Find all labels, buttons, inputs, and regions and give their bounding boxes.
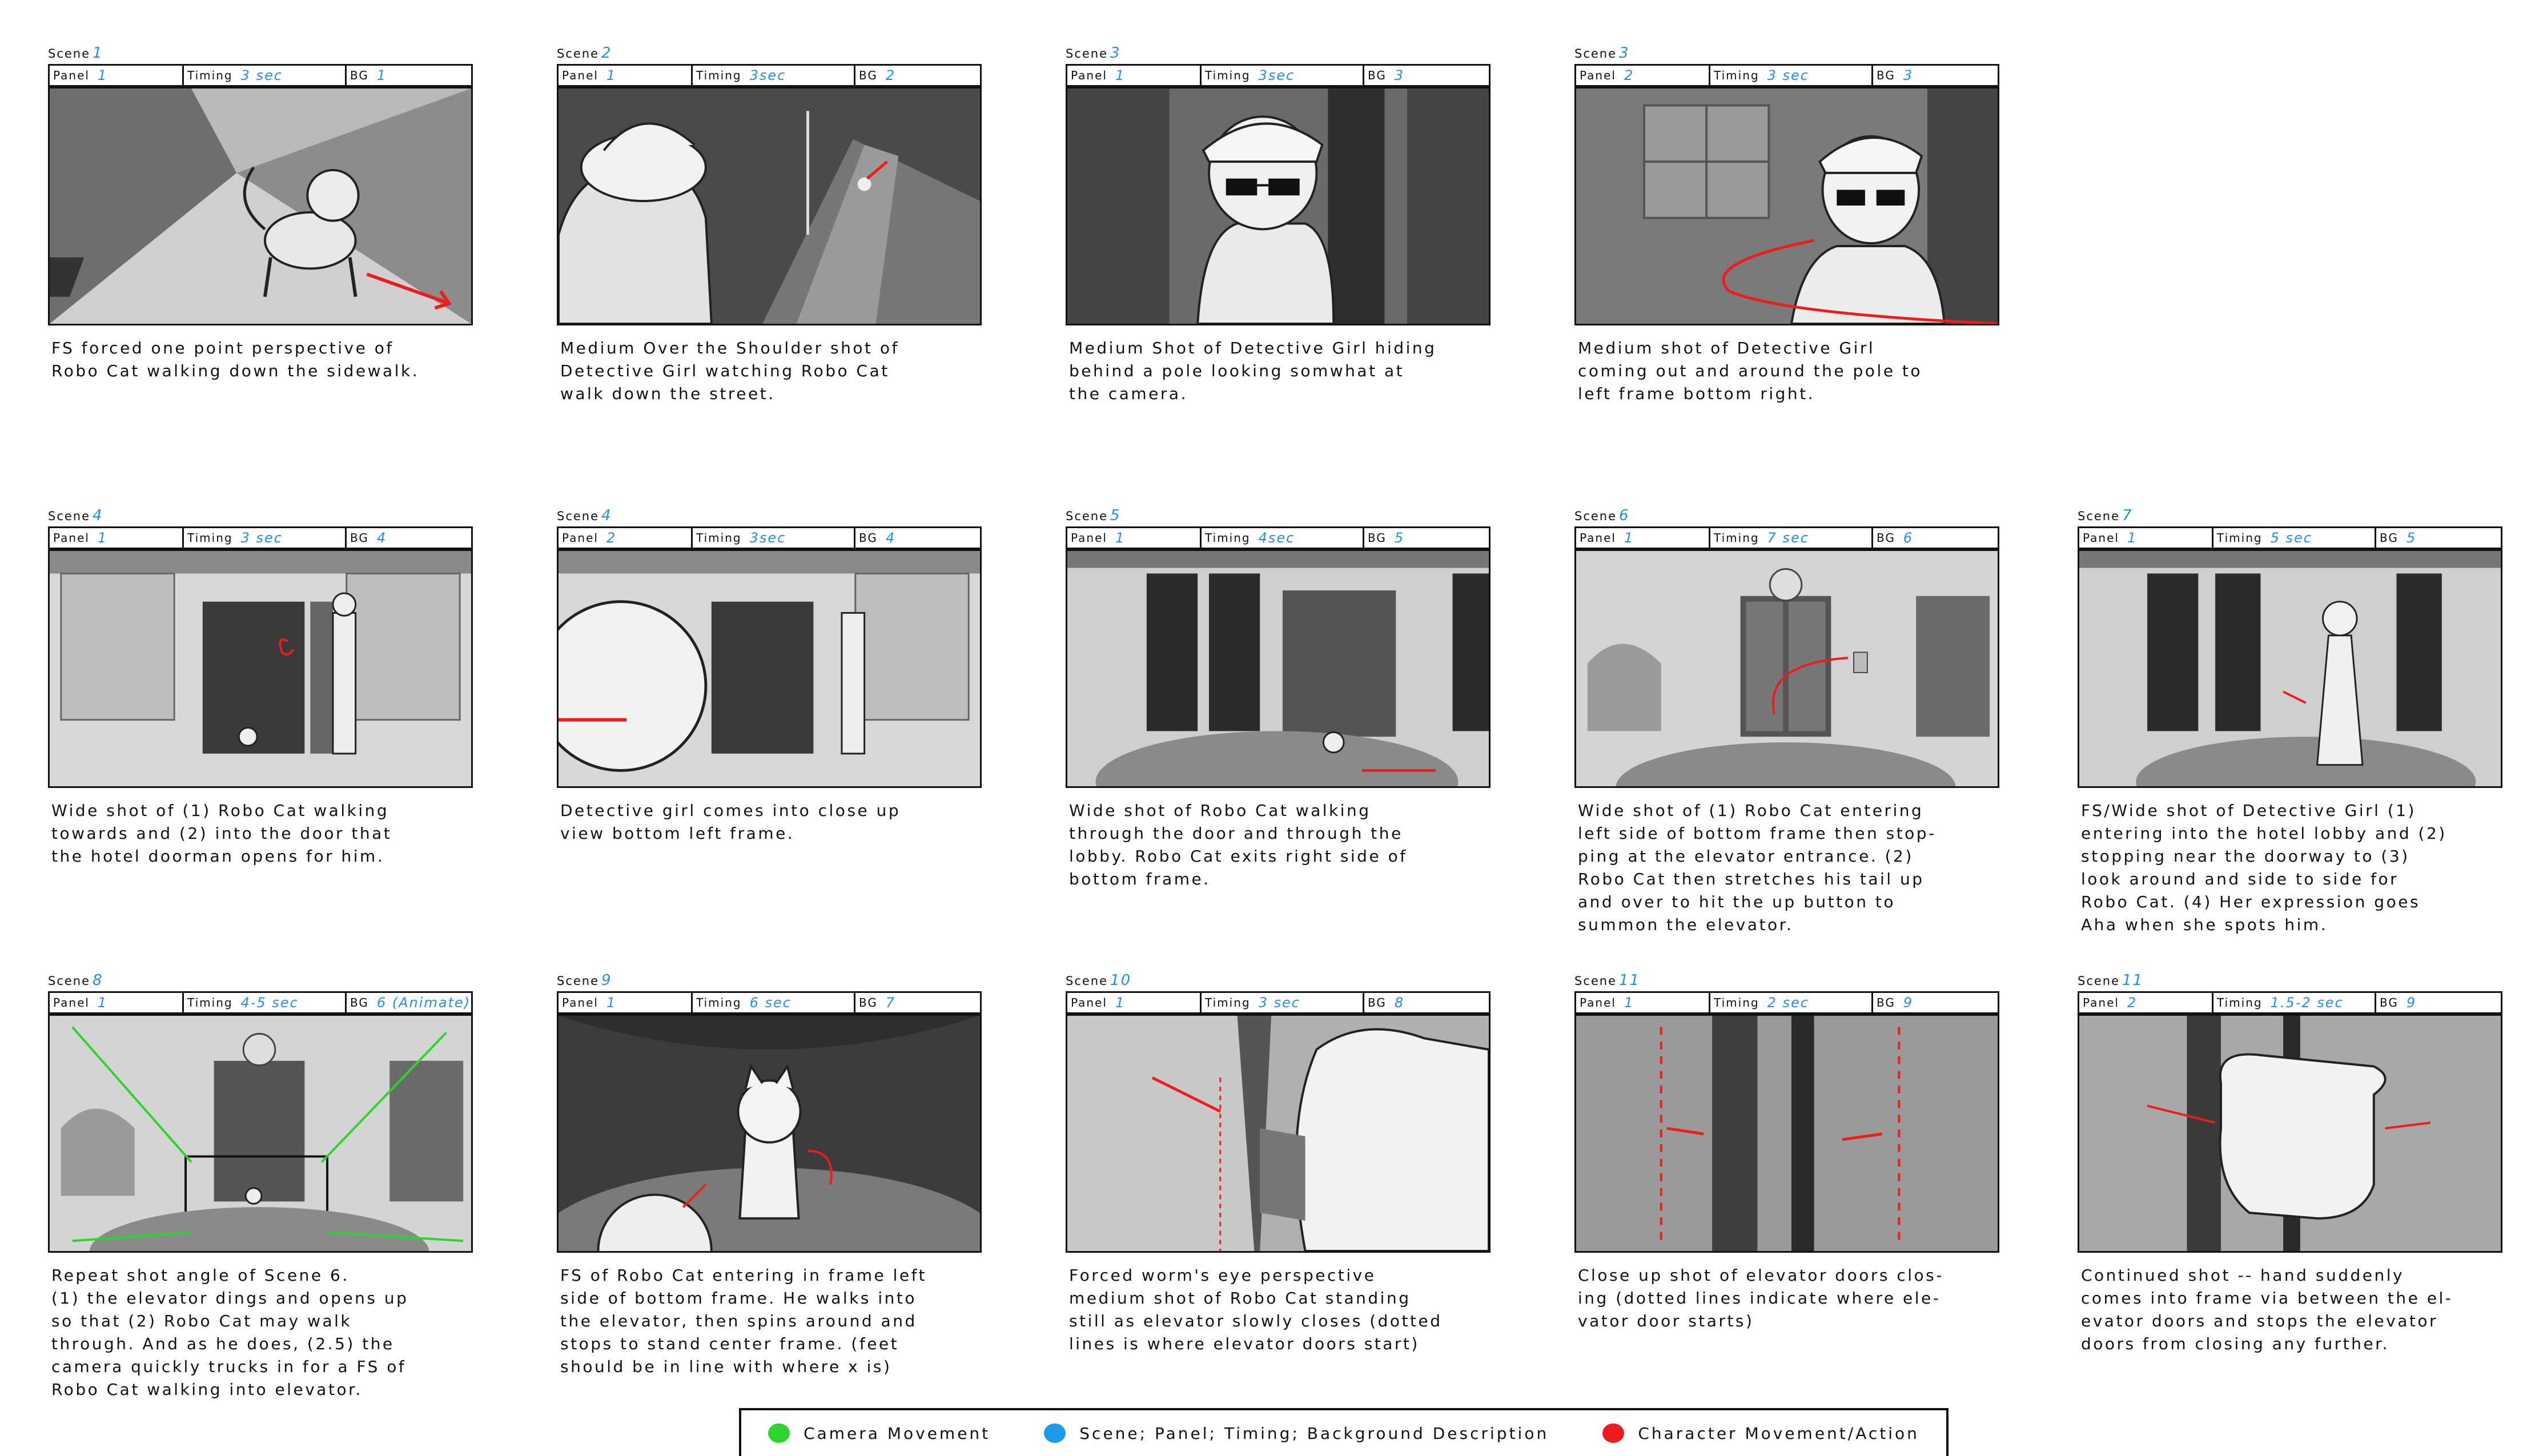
panel-caption: FS of Robo Cat entering in frame left side of bottom frame. He walks into the elevator, then spins around and stops to stand center frame. (feet should be in line with where x is) — [560, 1266, 927, 1376]
sketch-girl-behind-pole — [1067, 89, 1489, 324]
bg-cell: BG 6 (Animate) — [350, 995, 471, 1011]
panel-caption: Continued shot -- hand suddenly comes into frame via between the el- evator doors and stops the elevator doors from closing any further. — [2081, 1266, 2453, 1353]
panel-caption: FS forced one point perspective of Robo Cat walking down the sidewalk. — [51, 339, 420, 380]
legend-label: Scene; Panel; Timing; Background Description — [1079, 1423, 1549, 1443]
timing-cell: Timing 4-5 sec — [184, 993, 347, 1012]
bg-cell: BG 8 — [1368, 995, 1405, 1011]
timing-cell: Timing 1.5-2 sec — [2213, 993, 2376, 1012]
red-dot-icon — [1602, 1423, 1624, 1443]
panel-caption: Wide shot of (1) Robo Cat entering left side of bottom frame then stop- ping at the elevator entrance. (2) Robo Cat then stretches his tail up and over to hit the up button to summon the elevator. — [1578, 801, 1937, 934]
scene-label: Scene 2 — [557, 45, 612, 62]
bg-cell: BG 3 — [1877, 67, 1914, 83]
scene-label: Scene 8 — [48, 972, 103, 989]
panel-header — [48, 991, 473, 1014]
scene-label: Scene 11 — [2078, 972, 2144, 989]
scene-label: Scene 3 — [1066, 45, 1121, 62]
panel-number-cell: Panel 1 — [50, 66, 184, 85]
panel-number-cell: Panel 1 — [2079, 528, 2213, 548]
panel-caption: Medium shot of Detective Girl coming out and around the pole to left frame bottom right. — [1578, 339, 1922, 403]
timing-cell: Timing 3sec — [693, 528, 855, 548]
sketch-frame — [1574, 87, 1999, 325]
sketch-elevator-opens — [50, 1016, 471, 1251]
legend-item-info — [1044, 1423, 1549, 1443]
panel-header — [1574, 991, 1999, 1014]
panel-header — [48, 526, 473, 549]
sketch-frame — [48, 87, 473, 325]
panel-header — [2078, 526, 2502, 549]
legend-label: Camera Movement — [804, 1423, 991, 1443]
sketch-frame — [557, 87, 982, 325]
panel-header — [557, 991, 982, 1014]
bg-cell: BG 4 — [859, 530, 896, 546]
panel-number-cell: Panel 1 — [559, 66, 693, 85]
scene-label: Scene 9 — [557, 972, 612, 989]
timing-cell: Timing 3 sec — [1202, 993, 1364, 1012]
panel-number-cell: Panel 2 — [1576, 66, 1710, 85]
timing-cell: Timing 3 sec — [1710, 66, 1873, 85]
scene-label: Scene 6 — [1574, 507, 1630, 524]
green-dot-icon — [768, 1423, 790, 1443]
bg-cell: BG 6 — [1877, 530, 1914, 546]
panel-number-cell: Panel 1 — [1067, 528, 1202, 548]
sketch-sidewalk-robo-cat — [50, 89, 471, 324]
bg-cell: BG 4 — [350, 530, 387, 546]
legend-item-camera — [768, 1423, 990, 1443]
timing-cell: Timing 3 sec — [184, 528, 347, 548]
sketch-frame — [48, 549, 473, 788]
panel-caption: Repeat shot angle of Scene 6. (1) the elevator dings and opens up so that (2) Robo Cat may walk through. And as he does, (2.5) the camera quickly trucks in for a FS of Robo Cat walking into elevator. — [51, 1266, 409, 1399]
panel-number-cell: Panel 1 — [50, 528, 184, 548]
sketch-frame — [557, 549, 982, 788]
bg-cell: BG 5 — [2380, 530, 2417, 546]
panel-number-cell: Panel 1 — [559, 993, 693, 1012]
bg-cell: BG 7 — [859, 995, 896, 1011]
sketch-hotel-lobby — [1067, 551, 1489, 786]
bg-cell: BG 1 — [350, 67, 387, 83]
scene-label: Scene 10 — [1066, 972, 1132, 989]
bg-cell: BG 2 — [859, 67, 896, 83]
scene-label: Scene 1 — [48, 45, 103, 62]
sketch-worms-eye-cat — [1067, 1016, 1489, 1251]
panel-caption: Close up shot of elevator doors clos- ing (dotted lines indicate where ele- vator door starts) — [1578, 1266, 1944, 1330]
panel-header — [1574, 64, 1999, 87]
scene-label: Scene 3 — [1574, 45, 1630, 62]
panel-header — [1066, 991, 1491, 1014]
panel-caption: Wide shot of (1) Robo Cat walking towards and (2) into the door that the hotel doorman opens for him. — [51, 801, 392, 866]
panel-number-cell: Panel 2 — [559, 528, 693, 548]
panel-header — [1066, 526, 1491, 549]
panel-header — [1574, 526, 1999, 549]
legend-label: Character Movement/Action — [1638, 1423, 1919, 1443]
panel-number-cell: Panel 1 — [1576, 528, 1710, 548]
scene-label: Scene 4 — [48, 507, 103, 524]
sketch-frame — [1574, 549, 1999, 788]
panel-header — [557, 64, 982, 87]
panel-header — [48, 64, 473, 87]
scene-label: Scene 11 — [1574, 972, 1641, 989]
timing-cell: Timing 6 sec — [693, 993, 855, 1012]
timing-cell: Timing 2 sec — [1710, 993, 1873, 1012]
panel-number-cell: Panel 2 — [2079, 993, 2213, 1012]
bg-cell: BG 5 — [1368, 530, 1405, 546]
sketch-frame — [48, 1014, 473, 1253]
panel-header — [2078, 991, 2502, 1014]
sketch-frame — [2078, 549, 2502, 788]
sketch-frame — [1066, 87, 1491, 325]
sketch-girl-around-pole — [1576, 89, 1998, 324]
panel-caption: Medium Shot of Detective Girl hiding behind a pole looking somwhat at the camera. — [1069, 339, 1437, 403]
panel-number-cell: Panel 1 — [1576, 993, 1710, 1012]
timing-cell: Timing 3sec — [693, 66, 855, 85]
panel-caption: Detective girl comes into close up view bottom left frame. — [560, 801, 901, 843]
scene-label: Scene 7 — [2078, 507, 2133, 524]
sketch-elevator-entrance — [1576, 551, 1998, 786]
panel-header — [1066, 64, 1491, 87]
panel-caption: Medium Over the Shoulder shot of Detective Girl watching Robo Cat walk down the street. — [560, 339, 899, 403]
sketch-frame — [2078, 1014, 2502, 1253]
bg-cell: BG 3 — [1368, 67, 1405, 83]
sketch-girl-in-lobby — [2079, 551, 2501, 786]
bg-cell: BG 9 — [1877, 995, 1914, 1011]
panel-caption: Wide shot of Robo Cat walking through the door and through the lobby. Robo Cat exits right side of bottom frame. — [1069, 801, 1408, 888]
blue-dot-icon — [1044, 1423, 1066, 1443]
color-legend — [739, 1408, 1949, 1456]
legend-item-action — [1602, 1423, 1919, 1443]
sketch-frame — [1574, 1014, 1999, 1253]
sketch-hand-stops-doors — [2079, 1016, 2501, 1251]
sketch-frame — [1066, 1014, 1491, 1253]
sketch-hotel-door-doorman — [50, 551, 471, 786]
panel-caption: FS/Wide shot of Detective Girl (1) entering into the hotel lobby and (2) stopping near the doorway to (3) look around and side to side for Robo Cat. (4) Her expression goes Aha when she spots him. — [2081, 801, 2447, 934]
sketch-cat-in-elevator — [559, 1016, 980, 1251]
sketch-frame — [557, 1014, 982, 1253]
scene-label: Scene 5 — [1066, 507, 1121, 524]
sketch-girl-close-up — [559, 551, 980, 786]
timing-cell: Timing 4sec — [1202, 528, 1364, 548]
panel-number-cell: Panel 1 — [1067, 993, 1202, 1012]
timing-cell: Timing 3sec — [1202, 66, 1364, 85]
timing-cell: Timing 7 sec — [1710, 528, 1873, 548]
sketch-over-shoulder — [559, 89, 980, 324]
sketch-frame — [1066, 549, 1491, 788]
panel-header — [557, 526, 982, 549]
panel-caption: Forced worm's eye perspective medium shot of Robo Cat standing still as elevator slowly closes (dotted lines is where elevator doors start) — [1069, 1266, 1443, 1353]
timing-cell: Timing 3 sec — [184, 66, 347, 85]
timing-cell: Timing 5 sec — [2213, 528, 2376, 548]
bg-cell: BG 9 — [2380, 995, 2417, 1011]
panel-number-cell: Panel 1 — [1067, 66, 1202, 85]
sketch-doors-closing — [1576, 1016, 1998, 1251]
panel-number-cell: Panel 1 — [50, 993, 184, 1012]
scene-label: Scene 4 — [557, 507, 612, 524]
